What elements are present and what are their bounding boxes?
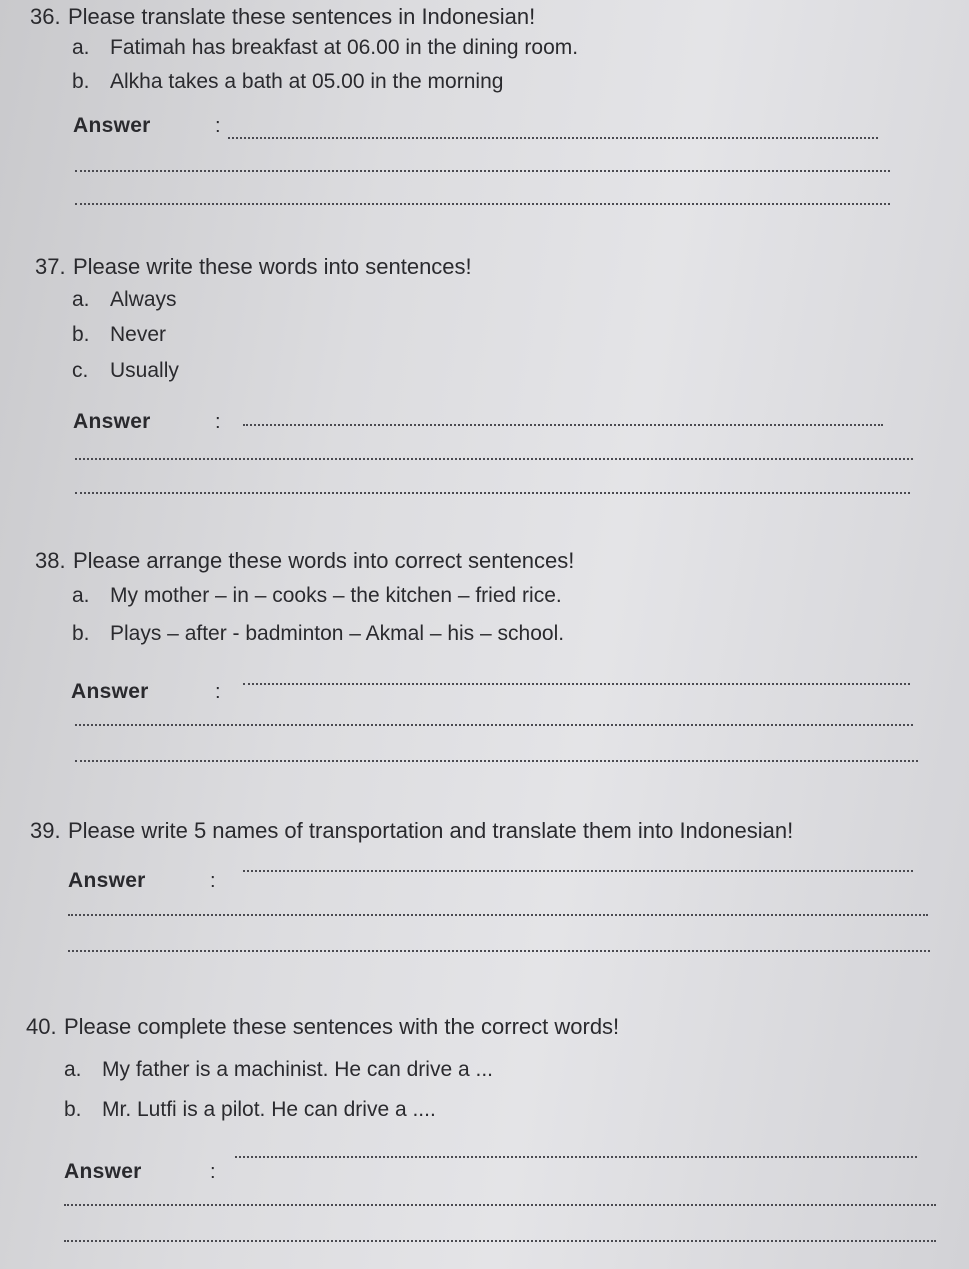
answer-line[interactable] bbox=[68, 914, 928, 916]
answer-label: Answer bbox=[73, 114, 151, 137]
item-letter: b. bbox=[72, 70, 90, 93]
question-36-item-a bbox=[72, 36, 578, 60]
answer-label: Answer bbox=[68, 869, 146, 892]
question-36-item-b bbox=[72, 70, 503, 94]
answer-line[interactable] bbox=[68, 950, 930, 952]
question-36-title bbox=[30, 4, 535, 30]
answer-colon: : bbox=[215, 411, 221, 433]
item-letter: a. bbox=[72, 36, 90, 59]
answer-line[interactable] bbox=[75, 170, 890, 172]
question-38-title bbox=[35, 548, 574, 574]
question-prompt: Please write 5 names of transportation and translate them into Indonesian! bbox=[68, 818, 794, 843]
item-text: Usually bbox=[110, 359, 179, 382]
answer-line[interactable] bbox=[235, 1156, 917, 1158]
answer-line[interactable] bbox=[75, 492, 910, 494]
answer-label: Answer bbox=[73, 410, 151, 433]
answer-line[interactable] bbox=[228, 137, 878, 139]
item-letter: b. bbox=[72, 622, 90, 645]
question-prompt: Please arrange these words into correct sentences! bbox=[73, 548, 575, 573]
answer-line[interactable] bbox=[75, 724, 913, 726]
question-number: 38. bbox=[35, 548, 66, 573]
answer-colon: : bbox=[215, 115, 221, 137]
question-40-item-b bbox=[64, 1098, 436, 1122]
question-40-item-a bbox=[64, 1058, 493, 1082]
question-38-item-b bbox=[72, 622, 564, 646]
question-39-title bbox=[30, 818, 793, 844]
question-prompt: Please write these words into sentences! bbox=[73, 254, 472, 279]
question-number: 40. bbox=[26, 1014, 57, 1039]
question-37-title bbox=[35, 254, 472, 280]
answer-line[interactable] bbox=[64, 1240, 936, 1242]
question-number: 39. bbox=[30, 818, 61, 843]
answer-colon: : bbox=[210, 1161, 216, 1183]
item-letter: c. bbox=[72, 359, 89, 382]
answer-line[interactable] bbox=[75, 203, 890, 205]
question-38-item-a bbox=[72, 584, 562, 608]
item-text: My father is a machinist. He can drive a ... bbox=[102, 1058, 493, 1081]
question-number: 36. bbox=[30, 4, 61, 29]
answer-label: Answer bbox=[64, 1160, 142, 1183]
answer-line[interactable] bbox=[243, 683, 910, 685]
question-prompt: Please complete these sentences with the correct words! bbox=[64, 1014, 620, 1039]
answer-line[interactable] bbox=[75, 458, 913, 460]
question-number: 37. bbox=[35, 254, 66, 279]
item-letter: a. bbox=[72, 288, 90, 311]
item-text: Mr. Lutfi is a pilot. He can drive a .... bbox=[102, 1098, 436, 1121]
answer-line[interactable] bbox=[243, 870, 913, 872]
item-letter: b. bbox=[72, 323, 90, 346]
item-text: Alkha takes a bath at 05.00 in the morning bbox=[110, 70, 504, 93]
item-text: Never bbox=[110, 323, 167, 346]
answer-colon: : bbox=[210, 870, 216, 892]
item-letter: a. bbox=[64, 1058, 82, 1081]
item-text: Plays – after - badminton – Akmal – his – school. bbox=[110, 622, 565, 645]
item-text: Always bbox=[110, 288, 177, 311]
answer-line[interactable] bbox=[243, 424, 883, 426]
question-prompt: Please translate these sentences in Indonesian! bbox=[68, 4, 536, 29]
answer-colon: : bbox=[215, 681, 221, 703]
item-text: My mother – in – cooks – the kitchen – fried rice. bbox=[110, 584, 562, 607]
question-37-item-b bbox=[72, 323, 166, 347]
item-letter: a. bbox=[72, 584, 90, 607]
answer-line[interactable] bbox=[75, 760, 918, 762]
question-37-item-a bbox=[72, 288, 177, 312]
item-text: Fatimah has breakfast at 06.00 in the dining room. bbox=[110, 36, 579, 59]
answer-label: Answer bbox=[71, 680, 149, 703]
item-letter: b. bbox=[64, 1098, 82, 1121]
question-37-item-c bbox=[72, 359, 179, 383]
answer-line[interactable] bbox=[64, 1204, 936, 1206]
question-40-title bbox=[26, 1014, 619, 1040]
